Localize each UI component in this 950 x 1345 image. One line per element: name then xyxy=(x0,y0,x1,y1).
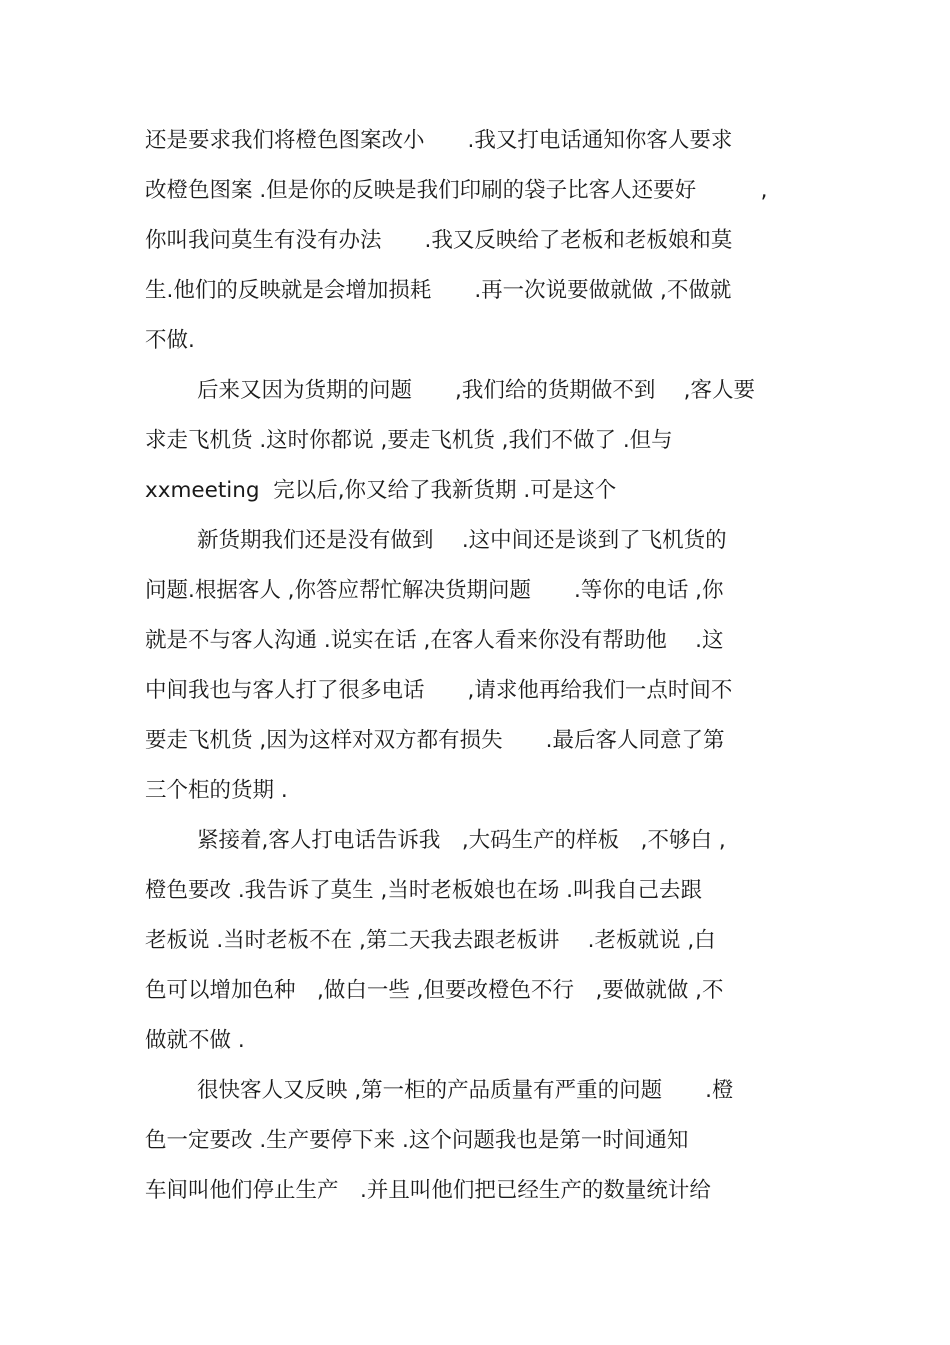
text-line: 橙色要改 .我告诉了莫生 ,当时老板娘也在场 .叫我自己去跟 xyxy=(145,878,703,903)
text-line: 你叫我问莫生有没有办法 .我又反映给了老板和老板娘和莫 xyxy=(145,228,733,253)
text-line: 改橙色图案 .但是你的反映是我们印刷的袋子比客人还要好 , xyxy=(145,178,768,203)
text-line: 问题.根据客人 ,你答应帮忙解决货期问题 .等你的电话 ,你 xyxy=(145,578,724,603)
text-line: 色一定要改 .生产要停下来 .这个问题我也是第一时间通知 xyxy=(145,1128,689,1153)
paragraph-first-line: 后来又因为货期的问题 ,我们给的货期做不到 ,客人要 xyxy=(197,378,756,403)
text-line: 就是不与客人沟通 .说实在话 ,在客人看来你没有帮助他 .这 xyxy=(145,628,724,653)
text-line: 生.他们的反映就是会增加损耗 .再一次说要做就做 ,不做就 xyxy=(145,278,732,303)
paragraph-first-line: 紧接着,客人打电话告诉我 ,大码生产的样板 ,不够白 , xyxy=(197,828,726,853)
paragraph-first-line: 新货期我们还是没有做到 .这中间还是谈到了飞机货的 xyxy=(197,528,727,553)
text-line: 还是要求我们将橙色图案改小 .我又打电话通知你客人要求 xyxy=(145,128,733,153)
text-line: 中间我也与客人打了很多电话 ,请求他再给我们一点时间不 xyxy=(145,678,733,703)
text-line: 三个柜的货期 . xyxy=(145,778,288,803)
text-line: 做就不做 . xyxy=(145,1028,245,1053)
text-line: 求走飞机货 .这时你都说 ,要走飞机货 ,我们不做了 .但与 xyxy=(145,428,673,453)
text-line: xxmeeting 完以后,你又给了我新货期 .可是这个 xyxy=(145,478,617,503)
text-line: 色可以增加色种 ,做白一些 ,但要改橙色不行 ,要做就做 ,不 xyxy=(145,978,724,1003)
paragraph-first-line: 很快客人又反映 ,第一柜的产品质量有严重的问题 .橙 xyxy=(197,1078,734,1103)
text-line: 车间叫他们停止生产 .并且叫他们把已经生产的数量统计给 xyxy=(145,1178,711,1203)
text-line: 不做. xyxy=(145,328,195,353)
text-line: 老板说 .当时老板不在 ,第二天我去跟老板讲 .老板就说 ,白 xyxy=(145,928,716,953)
document-body xyxy=(145,121,825,1221)
text-line: 要走飞机货 ,因为这样对双方都有损失 .最后客人同意了第 xyxy=(145,728,725,753)
